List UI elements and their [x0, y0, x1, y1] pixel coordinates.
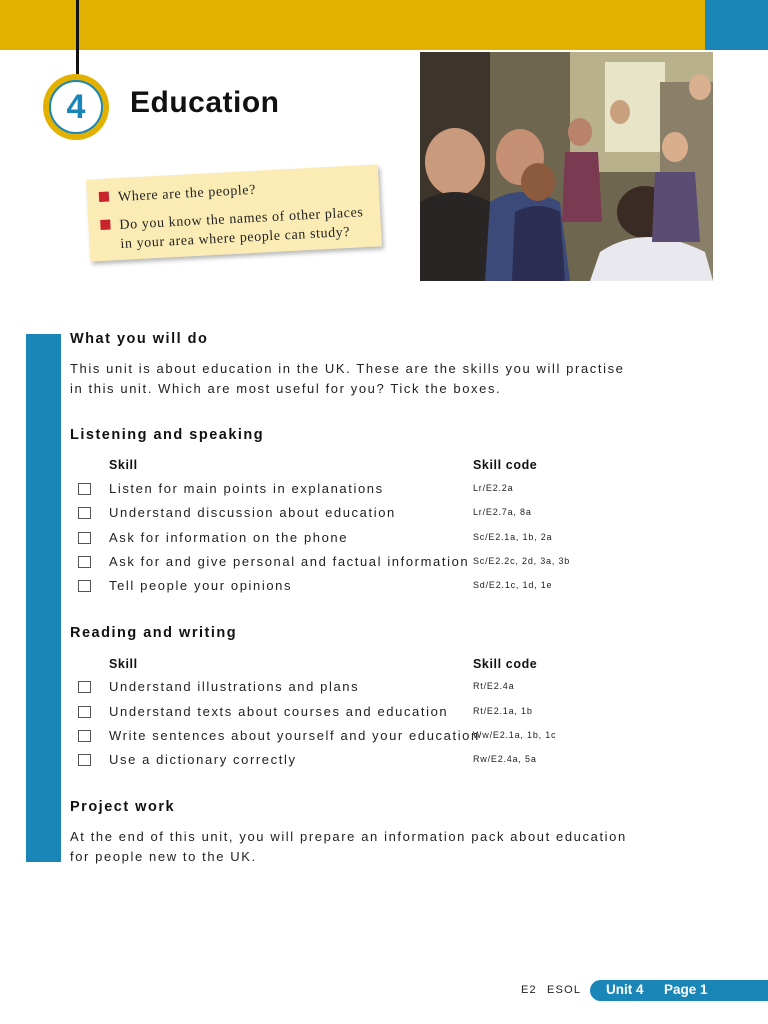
- skill-checkbox[interactable]: [78, 681, 91, 693]
- skill-code: Sc/E2.2c, 2d, 3a, 3b: [473, 556, 571, 566]
- project-paragraph: [70, 827, 627, 867]
- top-blue-corner: [705, 0, 768, 50]
- reading-writing-heading: Reading and writing: [70, 625, 238, 641]
- skill-checkbox[interactable]: [78, 706, 91, 718]
- skill-text: Understand discussion about education: [109, 505, 396, 520]
- skill-checkbox[interactable]: [78, 532, 91, 544]
- skill-checkbox[interactable]: [78, 580, 91, 592]
- skill-row: [78, 728, 678, 748]
- footer-course: ESOL: [547, 984, 582, 996]
- intro-line-1: This unit is about education in the UK. These are the skills you will practise: [70, 361, 625, 376]
- section-side-bar: [26, 334, 61, 862]
- skill-code: Rw/E2.4a, 5a: [473, 754, 537, 764]
- skill-code: Lr/E2.7a, 8a: [473, 507, 532, 517]
- unit-number: 4: [49, 80, 103, 134]
- listening-speaking-heading: Listening and speaking: [70, 427, 265, 443]
- skill-code: Rt/E2.4a: [473, 681, 515, 691]
- unit-number-badge: [43, 74, 109, 140]
- intro-paragraph: [70, 359, 625, 399]
- footer-unit-label: Unit 4: [606, 982, 644, 997]
- skill-text: Write sentences about yourself and your education: [109, 728, 480, 743]
- footer-level: E2: [521, 984, 537, 996]
- skill-checkbox[interactable]: [78, 754, 91, 766]
- top-yellow-band: [0, 0, 705, 50]
- skill-code: Sc/E2.1a, 1b, 2a: [473, 532, 553, 542]
- skill-code: Ww/E2.1a, 1b, 1c: [473, 730, 557, 740]
- skill-checkbox[interactable]: [78, 507, 91, 519]
- skill-code: Rt/E2.1a, 1b: [473, 706, 533, 716]
- skill-text: Understand texts about courses and education: [109, 704, 449, 719]
- listening-skill-code-column-header: Skill code: [473, 458, 538, 472]
- skill-row: [78, 752, 678, 772]
- skill-row: [78, 578, 678, 598]
- skill-row: [78, 505, 678, 525]
- listening-skill-column-header: Skill: [109, 458, 138, 472]
- skill-checkbox[interactable]: [78, 483, 91, 495]
- what-you-will-do-heading: What you will do: [70, 331, 209, 347]
- project-work-heading: Project work: [70, 799, 176, 815]
- skill-text: Ask for information on the phone: [109, 530, 349, 545]
- reading-skill-code-column-header: Skill code: [473, 657, 538, 671]
- footer-page-tab: [590, 980, 768, 1001]
- skill-row: [78, 530, 678, 550]
- discussion-sticky-note: [86, 164, 382, 261]
- red-square-bullet-icon: [100, 219, 111, 230]
- unit-marker-line: [76, 0, 79, 78]
- skill-row: [78, 554, 678, 574]
- skill-checkbox[interactable]: [78, 556, 91, 568]
- skill-text: Listen for main points in explanations: [109, 481, 384, 496]
- project-line-1: At the end of this unit, you will prepare an information pack about education: [70, 829, 627, 844]
- skill-row: [78, 679, 678, 699]
- skill-checkbox[interactable]: [78, 730, 91, 742]
- unit-title: Education: [130, 86, 280, 119]
- skill-text: Understand illustrations and plans: [109, 679, 360, 694]
- skill-code: Lr/E2.2a: [473, 483, 514, 493]
- skill-row: [78, 704, 678, 724]
- sticky-question-1-text: Where are the people?: [117, 182, 257, 206]
- sticky-question-2: [100, 203, 365, 255]
- red-square-bullet-icon: [99, 192, 110, 203]
- skill-code: Sd/E2.1c, 1d, 1e: [473, 580, 553, 590]
- reading-skill-column-header: Skill: [109, 657, 138, 671]
- classroom-photo: [420, 52, 713, 281]
- project-line-2: for people new to the UK.: [70, 849, 257, 864]
- skill-text: Tell people your opinions: [109, 578, 293, 593]
- sticky-question-2-line-2: in your area where people can study?: [120, 224, 351, 252]
- intro-line-2: in this unit. Which are most useful for you? Tick the boxes.: [70, 381, 502, 396]
- skill-text: Ask for and give personal and factual information: [109, 554, 470, 569]
- footer-page-label: Page 1: [664, 982, 708, 997]
- skill-row: [78, 481, 678, 501]
- sticky-question-1: [99, 183, 257, 207]
- sticky-question-2-line-1: Do you know the names of other places: [119, 205, 364, 233]
- skill-text: Use a dictionary correctly: [109, 752, 297, 767]
